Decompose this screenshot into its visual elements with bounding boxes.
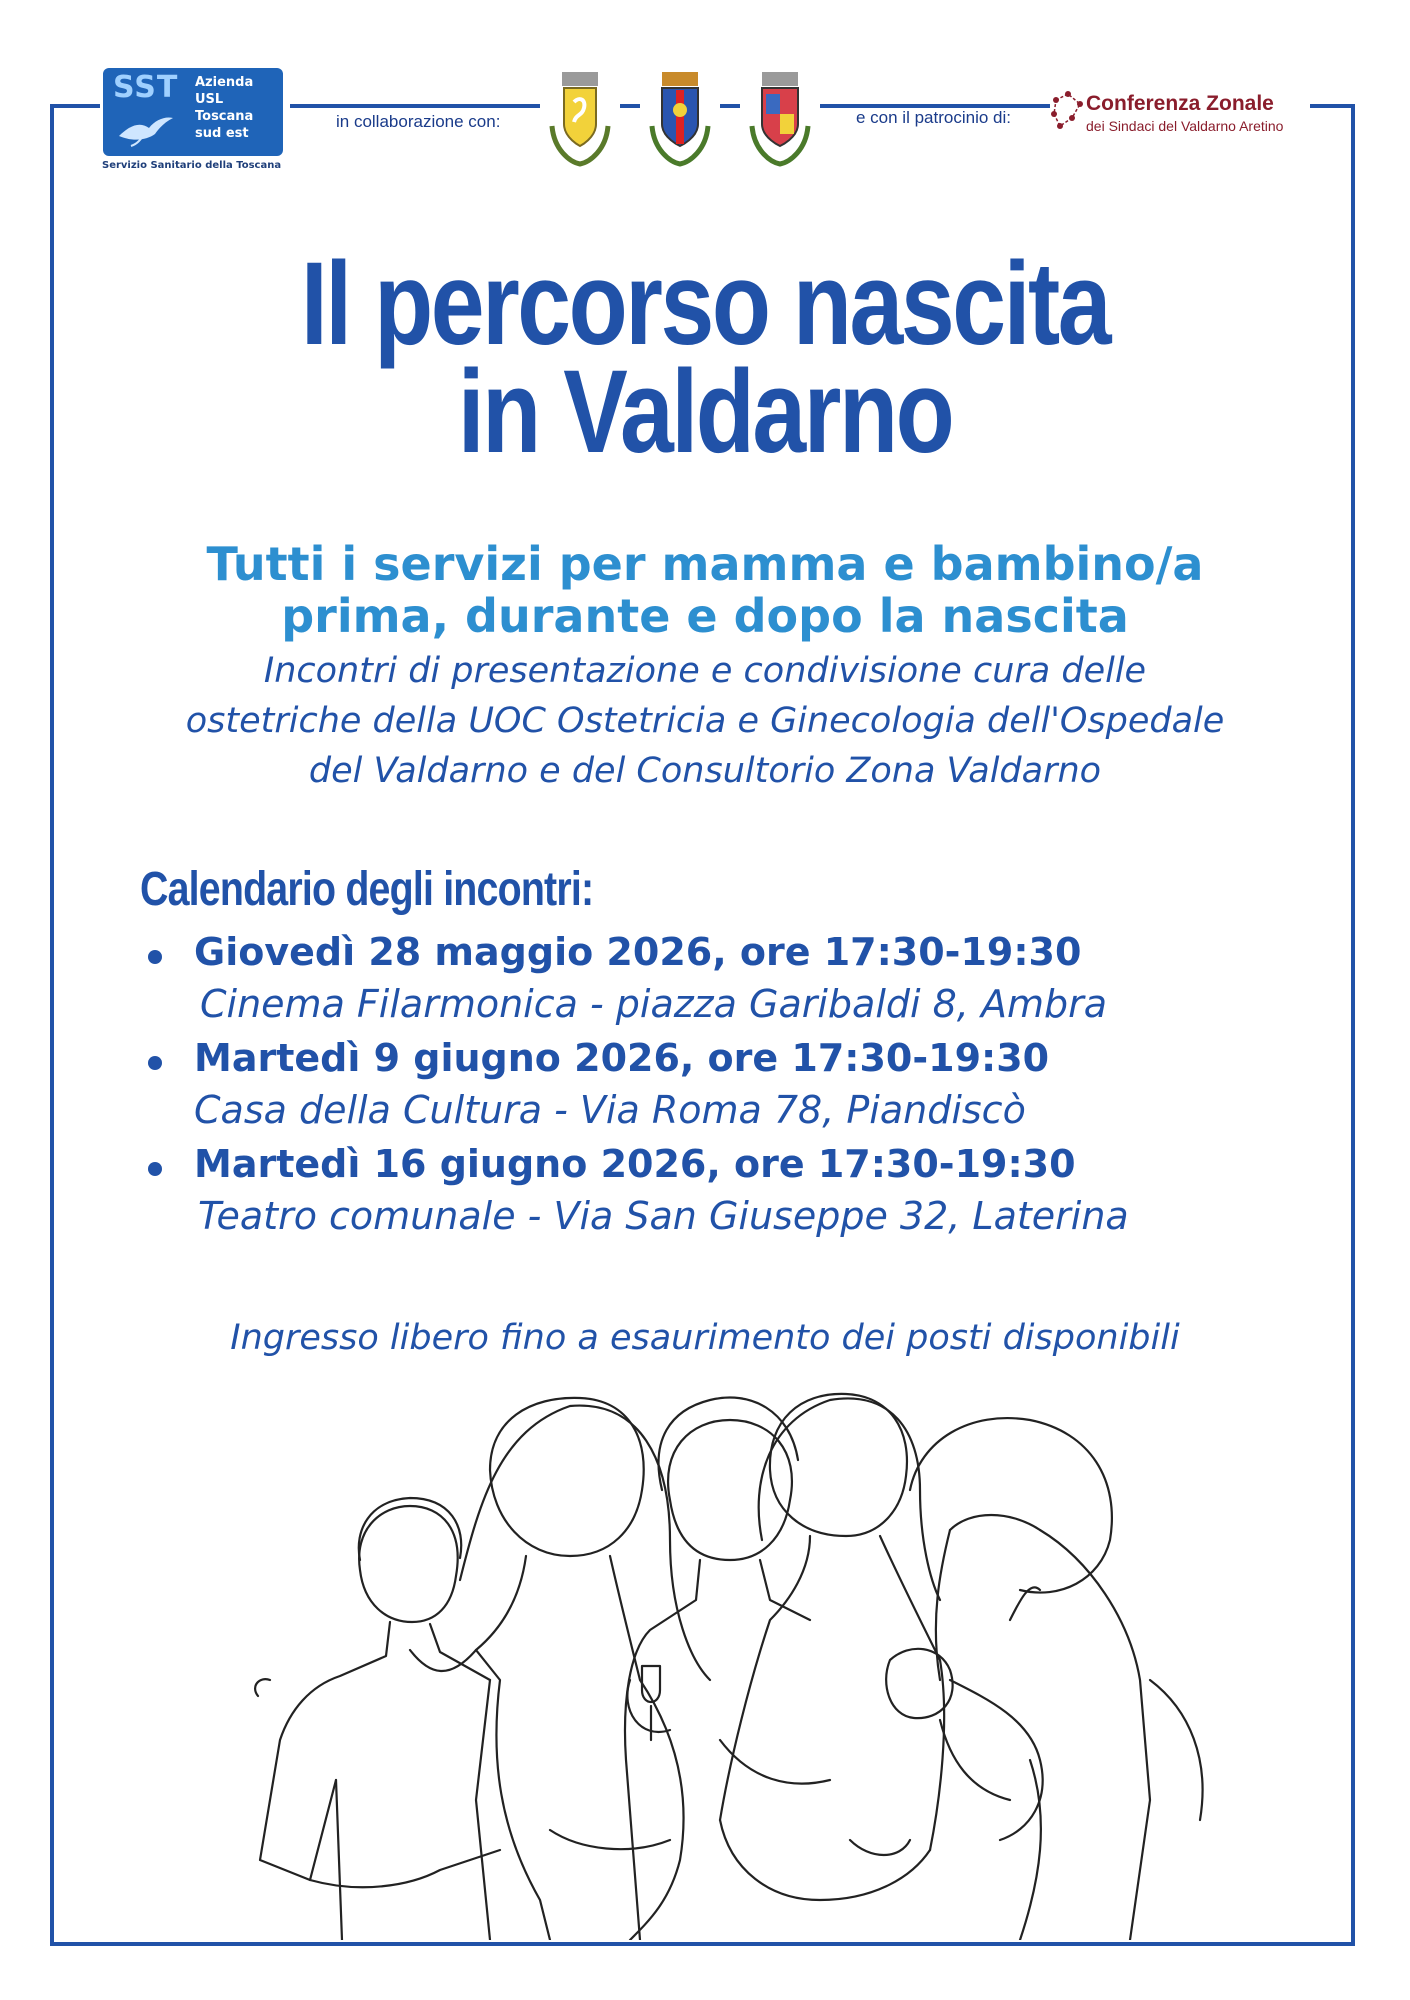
calendar-heading: Calendario degli incontri: — [140, 863, 594, 916]
comune-crest-1-icon — [540, 66, 620, 170]
usl-logo-footer: Servizio Sanitario della Toscana — [102, 160, 282, 171]
subtitle-line-2: prima, durante e dopo la nascita — [281, 589, 1129, 643]
intro-line-1: Incontri di presentazione e condivisione cura delle — [263, 651, 1147, 691]
patronage-label: e con il patrocinio di: — [852, 108, 1015, 128]
page-title-line-1: Il percorso nascita — [300, 238, 1110, 370]
event-place: Teatro comunale - Via San Giuseppe 32, Laterina — [198, 1194, 1129, 1238]
free-entry-note: Ingresso libero fino a esaurimento dei posti disponibili — [230, 1318, 1180, 1358]
event-place: Cinema Filarmonica - piazza Garibaldi 8, Ambra — [200, 982, 1108, 1026]
page-title-line-2: in Valdarno — [457, 346, 953, 478]
comune-crest-3-icon — [740, 66, 820, 170]
bullet-icon — [148, 1056, 162, 1070]
usl-toscana-logo — [100, 68, 290, 176]
network-dots-icon — [1050, 90, 1086, 136]
header — [0, 60, 1410, 180]
event-date: Martedì 9 giugno 2026, ore 17:30-19:30 — [194, 1036, 1050, 1080]
event-date: Martedì 16 giugno 2026, ore 17:30-19:30 — [194, 1142, 1076, 1186]
intro-line-2: ostetriche della UOC Ostetricia e Ginecologia dell'Ospedale — [185, 701, 1225, 741]
usl-logo-short: SST — [113, 70, 179, 105]
comune-crest-2-icon — [640, 66, 720, 170]
usl-logo-name: Azienda USL Toscana sud est — [195, 75, 254, 141]
collaboration-label: in collaborazione con: — [332, 112, 504, 132]
intro-line-3: del Valdarno e del Consultorio Zona Valdarno — [308, 751, 1102, 791]
bullet-icon — [148, 950, 162, 964]
event-date: Giovedì 28 maggio 2026, ore 17:30-19:30 — [194, 930, 1082, 974]
family-line-art-illustration — [250, 1380, 1330, 1940]
bullet-icon — [148, 1162, 162, 1176]
conferenza-zonale-logo — [1050, 84, 1310, 148]
subtitle-line-1: Tutti i servizi per mamma e bambino/a — [206, 537, 1204, 591]
event-place: Casa della Cultura - Via Roma 78, Piandiscò — [194, 1088, 1026, 1132]
conference-title: Conferenza Zonale — [1086, 92, 1274, 115]
bird-icon — [115, 106, 175, 148]
conference-subtitle: dei Sindaci del Valdarno Aretino — [1086, 118, 1284, 134]
